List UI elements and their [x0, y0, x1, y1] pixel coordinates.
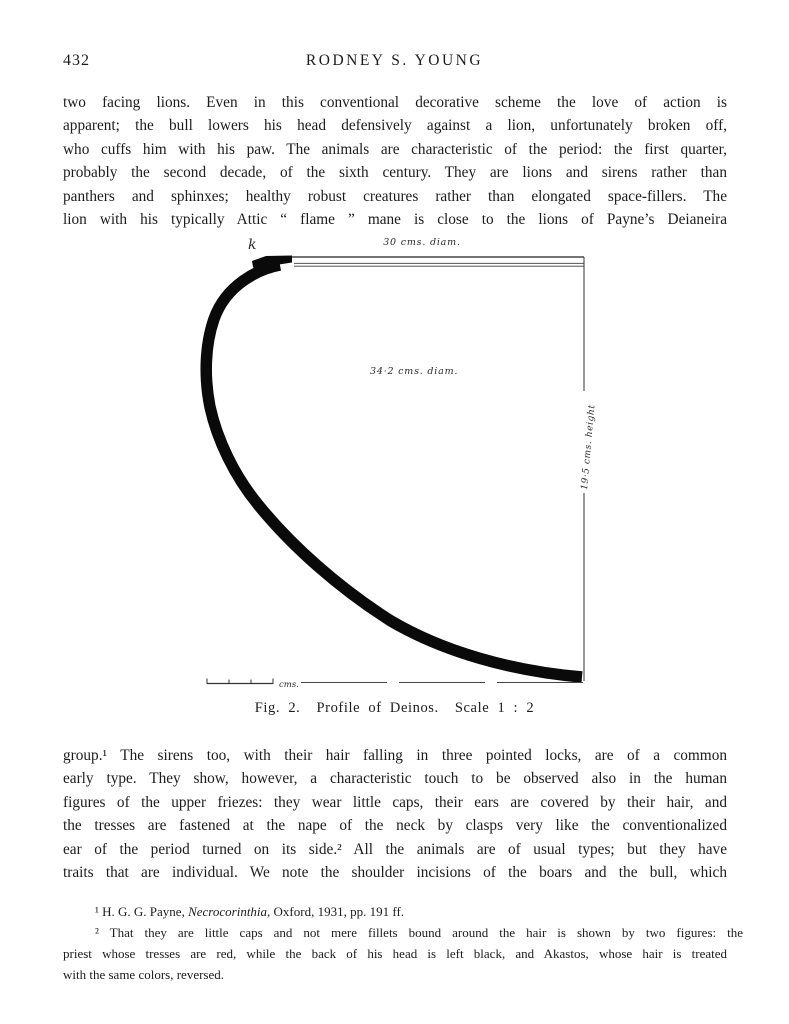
footnote-1 [63, 901, 727, 922]
footnote-1-book-title: Necrocorinthia [188, 904, 268, 919]
figure-find-label: k [248, 237, 257, 253]
footnote-2-line: ² That they are little caps and not mere fillets bound around the hair is shown by two figures: the [95, 925, 743, 940]
body-line: panthers and sphinxes; healthy robust creatures rather than elongated space-fillers. The [63, 187, 727, 205]
body-line: two facing lions. Even in this conventional decorative scheme the love of action is [63, 94, 727, 111]
body-line: traits that are individual. We note the shoulder incisions of the boars and the bull, which [63, 863, 727, 881]
footnote-1-tail: , Oxford, 1931, pp. 191 ff. [267, 904, 405, 919]
body-line: who cuffs him with his paw. The animals are characteristic of the period: the first quarter, [63, 140, 727, 158]
page-number: 432 [63, 52, 90, 69]
footnotes [63, 901, 743, 985]
body-line: ear of the period turned on its side.² All the animals are of usual types; but they have [63, 840, 727, 858]
page-header [0, 52, 789, 74]
paragraph-2 [63, 744, 727, 884]
running-head: RODNEY S. YOUNG [305, 52, 484, 69]
scale-unit-label: cms. [279, 680, 299, 690]
rim-diameter-label: 30 cms. diam. [383, 237, 461, 248]
figure-caption: Fig. 2. Profile of Deinos. Scale 1 : 2 [254, 700, 535, 716]
body-line: figures of the upper friezes: they wear little caps, their ears are covered by their hair, and [63, 793, 727, 811]
figure-deinos-profile [180, 231, 600, 701]
body-line: the tresses are fastened at the nape of the neck by clasps very like the conventionalized [63, 817, 727, 835]
deinos-profile-curve [206, 265, 582, 677]
footnote-2-line: priest whose tresses are red, while the back of his head is left black, and Akastos, whose hair is treated [63, 946, 727, 961]
footnote-1-text: ¹ H. G. G. Payne, [95, 904, 189, 919]
footnote-2-line: with the same colors, reversed. [63, 967, 225, 982]
body-line: lion with his typically Attic “ flame ” mane is close to the lions of Payne’s Deianeira [63, 210, 727, 228]
body-line: apparent; the bull lowers his head defensively against a lion, unfortunately broken off, [63, 117, 727, 135]
body-line: probably the second decade, of the sixth century. They are lions and sirens rather than [63, 164, 727, 182]
deinos-profile-drawing [180, 231, 600, 701]
height-label: 19·5 cms. height [580, 404, 598, 491]
paragraph-1 [63, 91, 727, 231]
body-diameter-label: 34·2 cms. diam. [370, 366, 459, 377]
body-line: early type. They show, however, a characteristic touch to be observed also in the human [63, 770, 727, 788]
body-line: group.¹ The sirens too, with their hair falling in three pointed locks, are of a common [63, 747, 727, 764]
